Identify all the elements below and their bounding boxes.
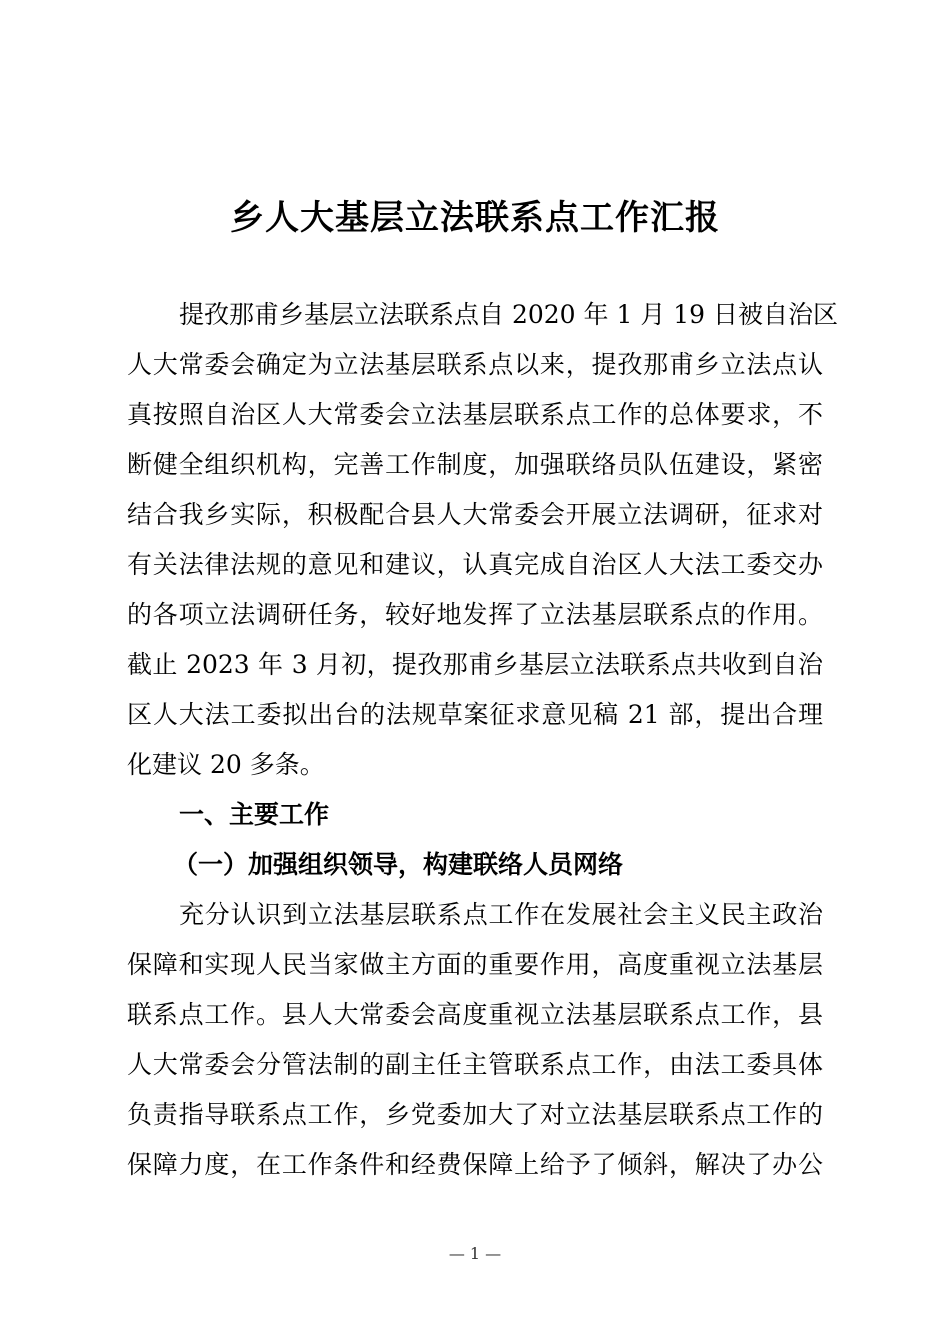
- text-line: 充分认识到立法基层联系点工作在发展社会主义民主政治: [179, 900, 823, 929]
- text-line: 的各项立法调研任务，较好地发挥了立法基层联系点的作用。: [127, 600, 823, 629]
- page-number: — 1 —: [448, 1244, 502, 1263]
- text-line: 人大常委会分管法制的副主任主管联系点工作，由法工委具体: [127, 1050, 823, 1079]
- text-line: 保障和实现人民当家做主方面的重要作用，高度重视立法基层: [127, 950, 823, 979]
- document-body: [127, 290, 839, 1190]
- text-line: 人大常委会确定为立法基层联系点以来，提孜那甫乡立法点认: [127, 350, 823, 379]
- text-line: 负责指导联系点工作，乡党委加大了对立法基层联系点工作的: [127, 1100, 823, 1129]
- intro-paragraph: [127, 290, 839, 790]
- text-line: 保障力度，在工作条件和经费保障上给予了倾斜，解决了办公: [127, 1150, 823, 1179]
- text-line: 提孜那甫乡基层立法联系点自 2020 年 1 月 19 日被自治区: [179, 300, 839, 329]
- text-line: 化建议 20 多条。: [127, 750, 325, 779]
- text-line: 真按照自治区人大常委会立法基层联系点工作的总体要求，不: [127, 400, 823, 429]
- document-title: 乡人大基层立法联系点工作汇报: [230, 198, 720, 238]
- subsection-heading: （一）加强组织领导，构建联络人员网络: [173, 850, 624, 879]
- text-line: 截止 2023 年 3 月初，提孜那甫乡基层立法联系点共收到自治: [127, 650, 823, 679]
- text-line: 区人大法工委拟出台的法规草案征求意见稿 21 部，提出合理: [127, 700, 823, 729]
- text-line: 有关法律法规的意见和建议，认真完成自治区人大法工委交办: [127, 550, 823, 579]
- section-heading: 一、主要工作: [179, 800, 330, 829]
- text-line: 联系点工作。县人大常委会高度重视立法基层联系点工作，县: [127, 1000, 823, 1029]
- section-paragraph: [127, 890, 823, 1190]
- text-line: 断健全组织机构，完善工作制度，加强联络员队伍建设，紧密: [127, 450, 823, 479]
- text-line: 结合我乡实际，积极配合县人大常委会开展立法调研，征求对: [127, 500, 823, 529]
